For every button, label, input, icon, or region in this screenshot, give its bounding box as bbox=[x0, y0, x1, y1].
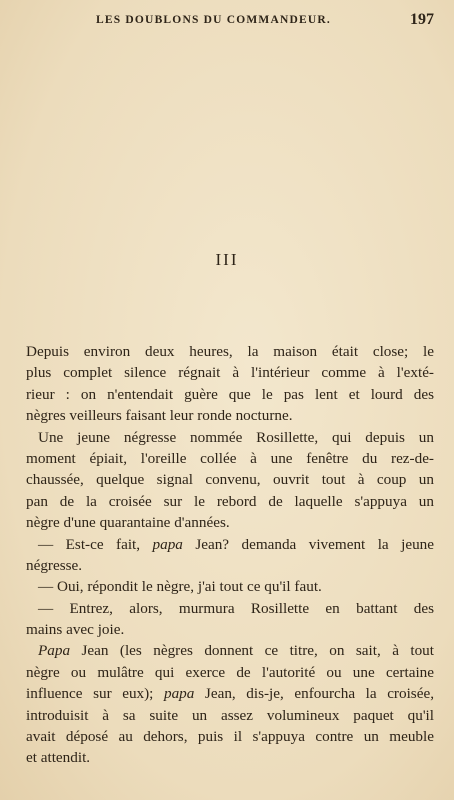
text-line: plus complet silence régnait à l'intérieur comme à l'exté- bbox=[26, 364, 434, 382]
page-header bbox=[0, 11, 454, 34]
text-line: négresse. bbox=[26, 556, 83, 574]
text-line: nègres veilleurs faisant leur ronde nocturne. bbox=[26, 407, 293, 425]
text-line: Une jeune négresse nommée Rosillette, qui depuis un bbox=[38, 428, 434, 446]
text-line: — Entrez, alors, murmura Rosillette en battant des bbox=[38, 599, 434, 617]
text-line: — Oui, répondit le nègre, j'ai tout ce qu'il faut. bbox=[38, 578, 322, 596]
chapter-heading: III bbox=[215, 250, 239, 269]
text-line: influence sur eux); papa Jean, dis-je, enfourcha la croisée, bbox=[26, 685, 434, 703]
text-line: introduisit à sa suite un assez volumineux paquet qu'il bbox=[26, 706, 434, 724]
running-head: LES DOUBLONS DU COMMANDEUR. bbox=[96, 14, 331, 26]
text-line: pan de la croisée sur le rebord de laquelle s'appuya un bbox=[26, 492, 434, 510]
body-text bbox=[26, 341, 434, 769]
text-line: Depuis environ deux heures, la maison était close; le bbox=[26, 343, 434, 360]
text-line: nègre d'une quarantaine d'années. bbox=[26, 514, 230, 532]
text-line: moment épiait, l'oreille collée à une fenêtre du rez-de- bbox=[26, 449, 434, 467]
page-number: 197 bbox=[410, 11, 434, 28]
text-line: et attendit. bbox=[26, 749, 91, 767]
text-line: mains avec joie. bbox=[26, 621, 125, 639]
text-line: rieur : on n'entendait guère que le pas lent et lourd des bbox=[26, 385, 434, 403]
text-line: Papa Jean (les nègres donnent ce titre, on sait, à tout bbox=[38, 642, 434, 660]
text-line: nègre ou mulâtre qui exerce de l'autorité ou une certaine bbox=[26, 663, 434, 681]
text-line: — Est-ce fait, papa Jean? demanda vivement la jeune bbox=[38, 535, 434, 553]
text-line: chaussée, quelque signal convenu, ouvrit tout à coup un bbox=[26, 471, 434, 489]
text-line: avait déposé au dehors, puis il s'appuya contre un meuble bbox=[26, 728, 434, 746]
